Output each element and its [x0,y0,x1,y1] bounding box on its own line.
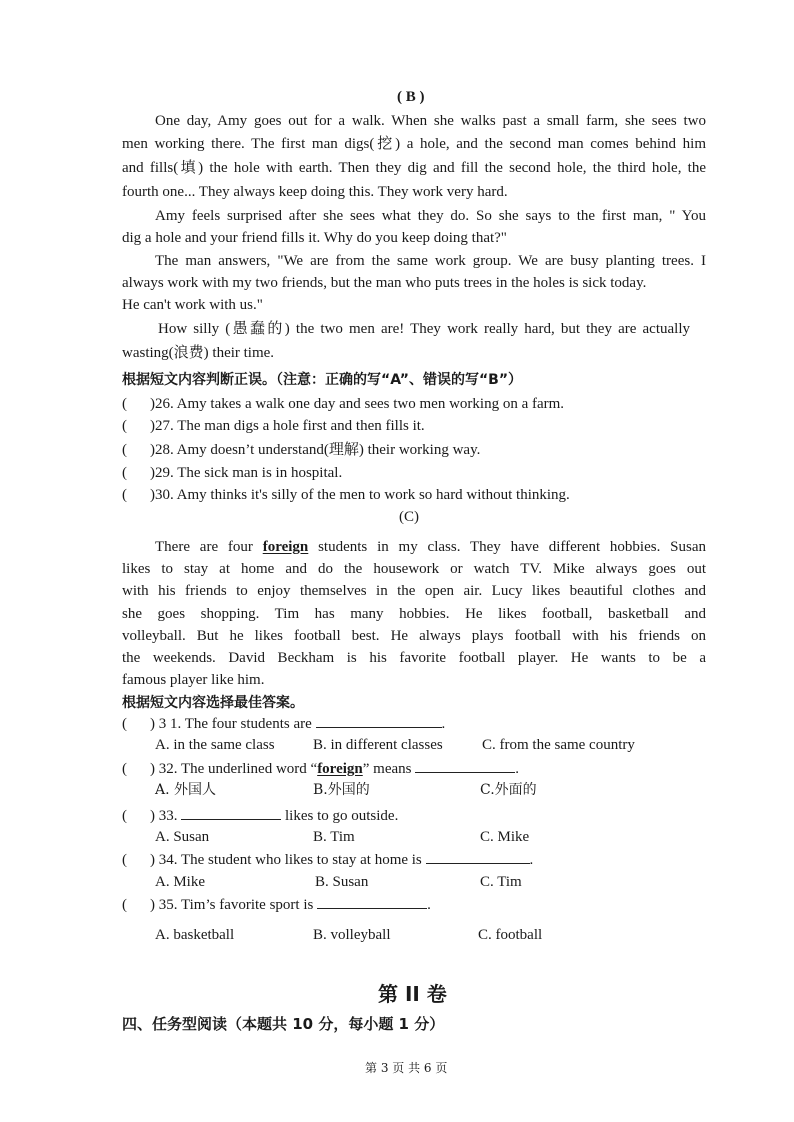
question-text: ) 32. The underlined word “ [150,761,318,777]
b-p2-line2: dig a hole and your friend fills it. Why do you keep doing that?" [122,230,507,246]
answer-paren[interactable]: ( [122,852,127,868]
question-30 [122,485,570,505]
question-31 [122,713,445,734]
c-line5: volleyball. But he likes football best. He always plays football with his friends on [122,628,706,644]
question-34 [122,849,533,870]
option-b: B. in different classes [313,737,443,753]
part-2-title: 第 II 卷 [378,982,447,1006]
answer-blank[interactable] [415,758,515,773]
option-c: C. football [478,927,543,943]
answer-paren[interactable]: ( [122,716,127,732]
question-text: )30. Amy thinks it's silly of the men to work so hard without thinking. [150,487,570,503]
b-p1-line1: One day, Amy goes out for a walk. When she walks past a small farm, she sees two [155,113,706,129]
underlined-word-foreign: foreign [317,761,363,777]
answer-blank[interactable] [426,849,530,864]
section-b-instruction: 根据短文内容判断正误。（注意：正确的写“A”、错误的写“B”） [122,372,523,388]
answer-paren[interactable]: ( [122,442,127,458]
question-29 [122,463,342,483]
option-b: B. volleyball [313,927,391,943]
question-text-mid: ” means [362,761,416,777]
question-end: . [427,897,431,913]
c-line6: the weekends. David Beckham is his favorite football player. He wants to be a [122,650,706,666]
b-p1-line3: and fills(填) the hole with earth. Then they dig and fill the second hole, the third hole, the [122,160,706,176]
option-c: C. from the same country [482,737,635,753]
question-text: )29. The sick man is in hospital. [150,465,343,481]
answer-paren[interactable]: ( [122,808,127,824]
question-text: ) 35. Tim’s favorite sport is [150,897,318,913]
question-text: ) 33. [150,808,182,824]
b-p1-line2: men working there. The first man digs(挖) a hole, and the second man comes behind him [122,136,706,152]
answer-blank[interactable] [317,894,427,909]
answer-blank[interactable] [316,713,442,728]
option-b: B.外国的 [313,782,370,798]
question-26 [122,394,564,414]
answer-paren[interactable]: ( [122,396,127,412]
b-p4-line2: wasting(浪费) their time. [122,345,275,361]
c-line2: likes to stay at home and do the housework or watch TV. Mike always goes out [122,561,706,577]
option-b: B. Susan [315,874,369,890]
question-end: . [515,761,519,777]
question-text: )27. The man digs a hole first and then fills it. [150,418,425,434]
section-b-heading: ( B ) [397,89,425,105]
option-a: A. Mike [155,874,205,890]
answer-paren[interactable]: ( [122,465,127,481]
section-4-heading: 四、任务型阅读（本题共 10 分，每小题 1 分） [122,1015,445,1033]
question-33 [122,805,398,826]
question-text: )26. Amy takes a walk one day and sees two men working on a farm. [150,396,565,412]
answer-blank[interactable] [181,805,281,820]
underlined-word-foreign: foreign [262,539,309,555]
option-c: C. Tim [480,874,522,890]
question-text: ) 34. The student who likes to stay at home is [150,852,426,868]
question-32 [122,758,519,779]
question-end: . [529,852,534,868]
section-c-heading: (C) [399,509,419,525]
question-end: . [441,716,446,732]
option-c: C. Mike [480,829,530,845]
option-b: B. Tim [313,829,355,845]
option-a: A. Susan [155,829,210,845]
c-line7: famous player like him. [122,672,265,688]
option-a: A. in the same class [155,737,275,753]
option-c: C.外面的 [480,782,537,798]
c-line1-post: students in my class. They have different hobbies. Susan [308,539,706,555]
question-end: likes to go outside. [281,808,399,824]
answer-paren[interactable]: ( [122,897,127,913]
c-line1-pre: There are four [155,539,263,555]
b-p3-line1: The man answers, "We are from the same work group. We are busy planting trees. I [155,253,706,269]
option-a: A. 外国人 [155,782,217,798]
c-line3: with his friends to enjoy themselves in the open air. Lucy likes beautiful clothes and [122,583,706,599]
option-a: A. basketball [155,927,235,943]
section-c-instruction: 根据短文内容选择最佳答案。 [122,695,304,711]
b-p3-line2: always work with my two friends, but the man who puts trees in the holes is sick today. [122,275,647,291]
b-p3-line3: He can't work with us." [122,297,263,313]
b-p2-line1: Amy feels surprised after she sees what they do. So she says to the first man, " You [155,208,706,224]
question-27 [122,416,425,436]
question-text: ) 3 1. The four students are [150,716,316,732]
page-footer: 第 3 页 共 6 页 [365,1061,448,1075]
question-text: )28. Amy doesn’t understand(理解) their working way. [150,442,481,458]
answer-paren[interactable]: ( [122,761,127,777]
answer-paren[interactable]: ( [122,418,127,434]
b-p1-line4: fourth one... They always keep doing this. They work very hard. [122,184,508,200]
answer-paren[interactable]: ( [122,487,127,503]
question-35 [122,894,431,915]
c-line1 [155,537,706,557]
b-p4-line1: How silly (愚蠢的) the two men are! They work really hard, but they are actually [158,321,690,337]
c-line4: she goes shopping. Tim has many hobbies. He likes football, basketball and [122,606,706,622]
question-28 [122,440,480,460]
